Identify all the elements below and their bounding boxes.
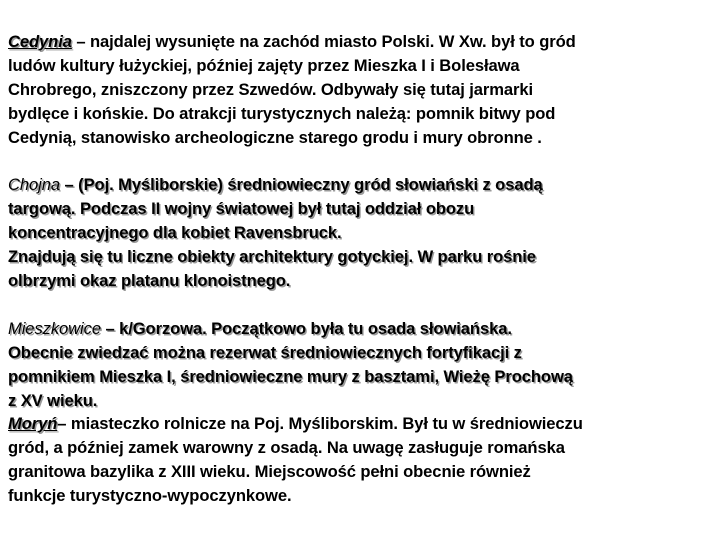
place-name-moryn: Moryń	[8, 414, 58, 434]
text-line: koncentracyjnego dla kobiet Ravensbruck.	[8, 223, 342, 243]
text-line: ludów kultury łużyckiej, później zajęty przez Mieszka I i Bolesława	[8, 55, 520, 75]
paragraph-spacer	[8, 293, 714, 317]
place-name-mieszkowice: Mieszkowice	[8, 318, 101, 338]
text-line: gród, a później zamek warowny z osadą. Na uwagę zasługuje romańska	[8, 438, 565, 458]
text-line: pomnikiem Mieszka I, średniowieczne mury z basztami, Wieżę Prochową	[8, 366, 573, 386]
paragraph-moryn	[8, 412, 714, 508]
place-name-cedynia: Cedynia	[8, 32, 72, 51]
text-line: z XV wieku.	[8, 390, 98, 410]
text-fragment: – najdalej wysunięte na zachód miasto Polski. W Xw. był to gród	[71, 32, 576, 51]
text-line	[8, 317, 714, 341]
text-line: Cedynią, stanowisko archeologiczne starego grodu i mury obronne .	[8, 127, 542, 147]
place-name-chojna: Chojna	[8, 175, 60, 195]
text-line	[8, 412, 714, 436]
text-line	[8, 173, 714, 197]
text-line: bydlęce i końskie. Do atrakcji turystycznych należą: pomnik bitwy pod	[8, 103, 556, 123]
paragraph-chojna	[8, 173, 714, 293]
text-line: targową. Podczas II wojny światowej był tutaj oddział obozu	[8, 199, 475, 219]
slide-body	[8, 30, 714, 508]
text-line: Znajdują się tu liczne obiekty architektury gotyckiej. W parku rośnie	[8, 247, 536, 267]
text-line: granitowa bazylika z XIII wieku. Miejscowość pełni obecnie również	[8, 462, 531, 482]
text-fragment: – (Poj. Myśliborskie) średniowieczny gród słowiański z osadą	[60, 175, 543, 195]
text-line: olbrzymi okaz platanu klonoistnego.	[8, 271, 291, 291]
paragraph-mieszkowice	[8, 317, 714, 413]
text-line	[8, 30, 714, 54]
paragraph-spacer	[8, 150, 714, 174]
text-line: funkcje turystyczno-wypoczynkowe.	[8, 486, 292, 506]
text-line: Obecnie zwiedzać można rezerwat średniowiecznych fortyfikacji z	[8, 342, 522, 362]
text-line: Chrobrego, zniszczony przez Szwedów. Odbywały się tutaj jarmarki	[8, 79, 534, 99]
text-fragment: – miasteczko rolnicze na Poj. Myśliborskim. Był tu w średniowieczu	[57, 414, 583, 434]
text-fragment: – k/Gorzowa. Początkowo była tu osada słowiańska.	[100, 318, 512, 338]
paragraph-cedynia	[8, 30, 714, 150]
